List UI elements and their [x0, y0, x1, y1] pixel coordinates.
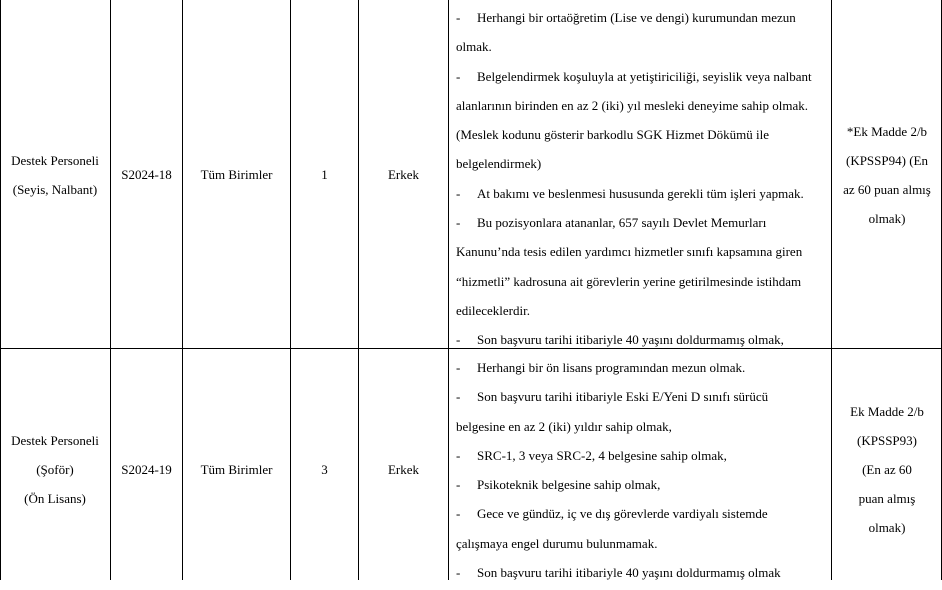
code-cell	[111, 349, 182, 590]
note-line: *Ek Madde 2/b	[846, 123, 928, 139]
position-subtitle: (Ön Lisans)	[24, 491, 86, 506]
requirement-line: olmak.	[456, 39, 492, 55]
note-line: (KPSSP94) (En	[845, 152, 928, 168]
note-line: (KPSSP93)	[857, 433, 917, 448]
requirement-line: - Herhangi bir ortaöğretim (Lise ve dengi) kurumundan mezun	[456, 10, 796, 25]
requirement-line: edileceklerdir.	[456, 302, 530, 318]
requirement-line: - Son başvuru tarihi itibariyle 40 yaşını doldurmamış olmak	[456, 565, 781, 580]
requirement-line: - SRC-1, 3 veya SRC-2, 4 belgesine sahip olmak,	[456, 447, 727, 463]
requirement-line: - At bakımı ve beslenmesi hususunda gerekli tüm işleri yapmak.	[456, 185, 804, 201]
note-line: az 60 puan almış	[843, 181, 931, 197]
position-count: 1	[321, 166, 328, 182]
note-line: olmak)	[868, 520, 906, 535]
requirements-cell	[449, 349, 831, 580]
unit-cell	[183, 0, 290, 349]
note-line: olmak)	[868, 210, 906, 226]
note-cell	[832, 349, 942, 590]
table-row	[0, 349, 942, 589]
unit-name: Tüm Birimler	[200, 461, 273, 477]
position-title: Destek Personeli	[11, 152, 99, 168]
gender-cell	[359, 349, 448, 590]
requirement-line: - Psikoteknik belgesine sahip olmak,	[456, 477, 661, 493]
gender-value: Erkek	[387, 166, 420, 182]
note-line: (En az 60	[862, 462, 912, 477]
requirement-line: (Meslek kodunu gösterir barkodlu SGK Hizmet Dökümü ile	[456, 127, 770, 143]
requirement-line: “hizmetli” kadrosuna ait görevlerin yerine getirilmesinde istihdam	[456, 273, 802, 289]
gender-value: Erkek	[387, 461, 420, 477]
position-cell	[0, 0, 110, 349]
position-subtitle: (Seyis, Nalbant)	[12, 181, 98, 197]
requirement-line: alanlarının birinden en az 2 (iki) yıl mesleki deneyime sahip olmak.	[456, 97, 808, 113]
note-cell	[832, 0, 942, 349]
requirement-line: - Herhangi bir ön lisans programından mezun olmak.	[456, 360, 746, 375]
requirement-line: Kanunu’nda tesis edilen yardımcı hizmetler sınıfı kapsamına giren	[456, 244, 803, 260]
unit-cell	[183, 349, 290, 590]
count-cell	[291, 0, 358, 349]
requirement-line: - Belgelendirmek koşuluyla at yetiştiriciliği, seyislik veya nalbant	[456, 68, 812, 84]
position-subtitle: (Şoför)	[36, 462, 74, 477]
requirements-cell	[449, 0, 831, 349]
requirement-line: çalışmaya engel durumu bulunmamak.	[456, 535, 658, 551]
requirement-line: belgesine en az 2 (iki) yıldır sahip olmak,	[456, 418, 672, 434]
requirement-line: belgelendirmek)	[456, 156, 542, 172]
requirement-line: - Son başvuru tarihi itibariyle Eski E/Yeni D sınıfı sürücü	[456, 389, 769, 405]
gender-cell	[359, 0, 448, 349]
note-line: puan almış	[858, 491, 916, 506]
unit-name: Tüm Birimler	[200, 166, 273, 182]
note-line: Ek Madde 2/b	[850, 404, 924, 419]
position-title: Destek Personeli	[11, 433, 99, 448]
requirement-line: - Bu pozisyonlara atananlar, 657 sayılı Devlet Memurları	[456, 215, 767, 231]
count-cell	[291, 349, 358, 590]
requirement-line: - Son başvuru tarihi itibariyle 40 yaşını doldurmamış olmak,	[456, 332, 784, 348]
position-code: S2024-19	[121, 461, 172, 477]
position-cell	[0, 349, 110, 590]
code-cell	[111, 0, 182, 349]
position-count: 3	[321, 461, 328, 477]
position-code: S2024-18	[121, 166, 172, 182]
requirement-line: - Gece ve gündüz, iç ve dış görevlerde vardiyalı sistemde	[456, 506, 768, 522]
